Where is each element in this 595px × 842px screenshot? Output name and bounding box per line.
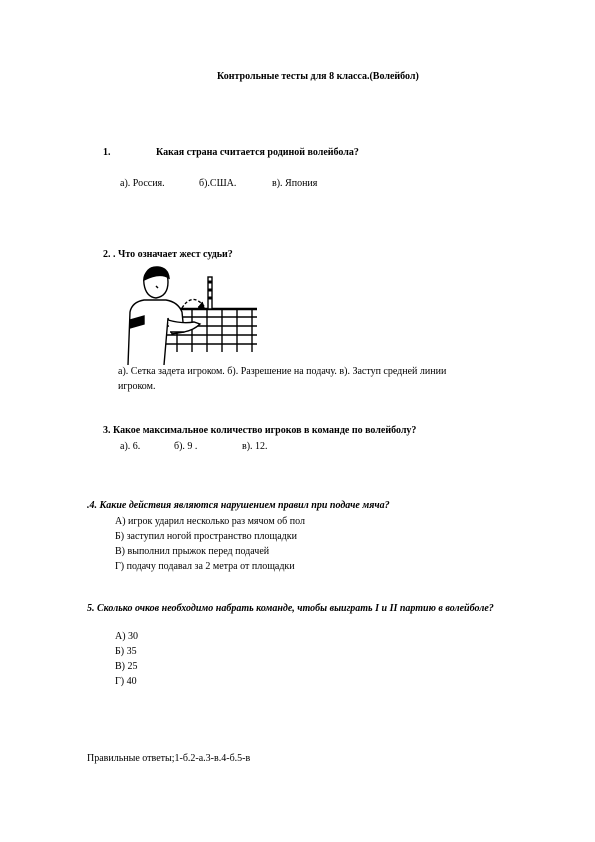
question-5-option-b: Б) 35 bbox=[115, 646, 137, 657]
question-1-number: 1. bbox=[103, 147, 111, 158]
question-2-answers-continued: игроком. bbox=[118, 381, 156, 392]
question-5-heading: 5. Сколько очков необходимо набрать команде, чтобы выиграть I и II партию в волейболе? bbox=[87, 603, 494, 614]
question-2-answers: а). Сетка задета игроком. б). Разрешение на подачу. в). Заступ средней линии bbox=[118, 366, 447, 377]
correct-answers: Правильные ответы;1-б.2-а.3-в.4-б.5-в bbox=[87, 753, 251, 764]
question-5-option-a: А) 30 bbox=[115, 631, 139, 642]
question-5-option-c: В) 25 bbox=[115, 661, 138, 672]
question-3-answer-a: а). 6. bbox=[120, 441, 141, 452]
question-3-answer-b: б). 9 . bbox=[174, 441, 198, 452]
referee-gesture-illustration bbox=[122, 262, 257, 365]
question-3-answer-c: в). 12. bbox=[242, 441, 268, 452]
question-1-text: Какая страна считается родиной волейбола? bbox=[156, 147, 359, 158]
question-3-heading: 3. Какое максимальное количество игроков в команде по волейболу? bbox=[103, 425, 417, 436]
question-1-answer-a: а). Россия. bbox=[120, 178, 165, 189]
question-2-heading: 2. . Что означает жест судьи? bbox=[103, 249, 233, 260]
question-1-answer-c: в). Япония bbox=[272, 178, 318, 189]
question-4-option-d: Г) подачу подавал за 2 метра от площадки bbox=[115, 561, 295, 572]
question-1-answer-b: б).США. bbox=[199, 178, 237, 189]
question-4-option-b: Б) заступил ногой пространство площадки bbox=[115, 531, 297, 542]
question-4-heading: .4. Какие действия являются нарушением правил при подаче мяча? bbox=[87, 500, 390, 511]
question-5-option-d: Г) 40 bbox=[115, 676, 137, 687]
question-4-option-a: А) игрок ударил несколько раз мячом об пол bbox=[115, 516, 305, 527]
question-4-option-c: В) выполнил прыжок перед подачей bbox=[115, 546, 270, 557]
document-title: Контрольные тесты для 8 класса.(Волейбол) bbox=[217, 71, 419, 82]
